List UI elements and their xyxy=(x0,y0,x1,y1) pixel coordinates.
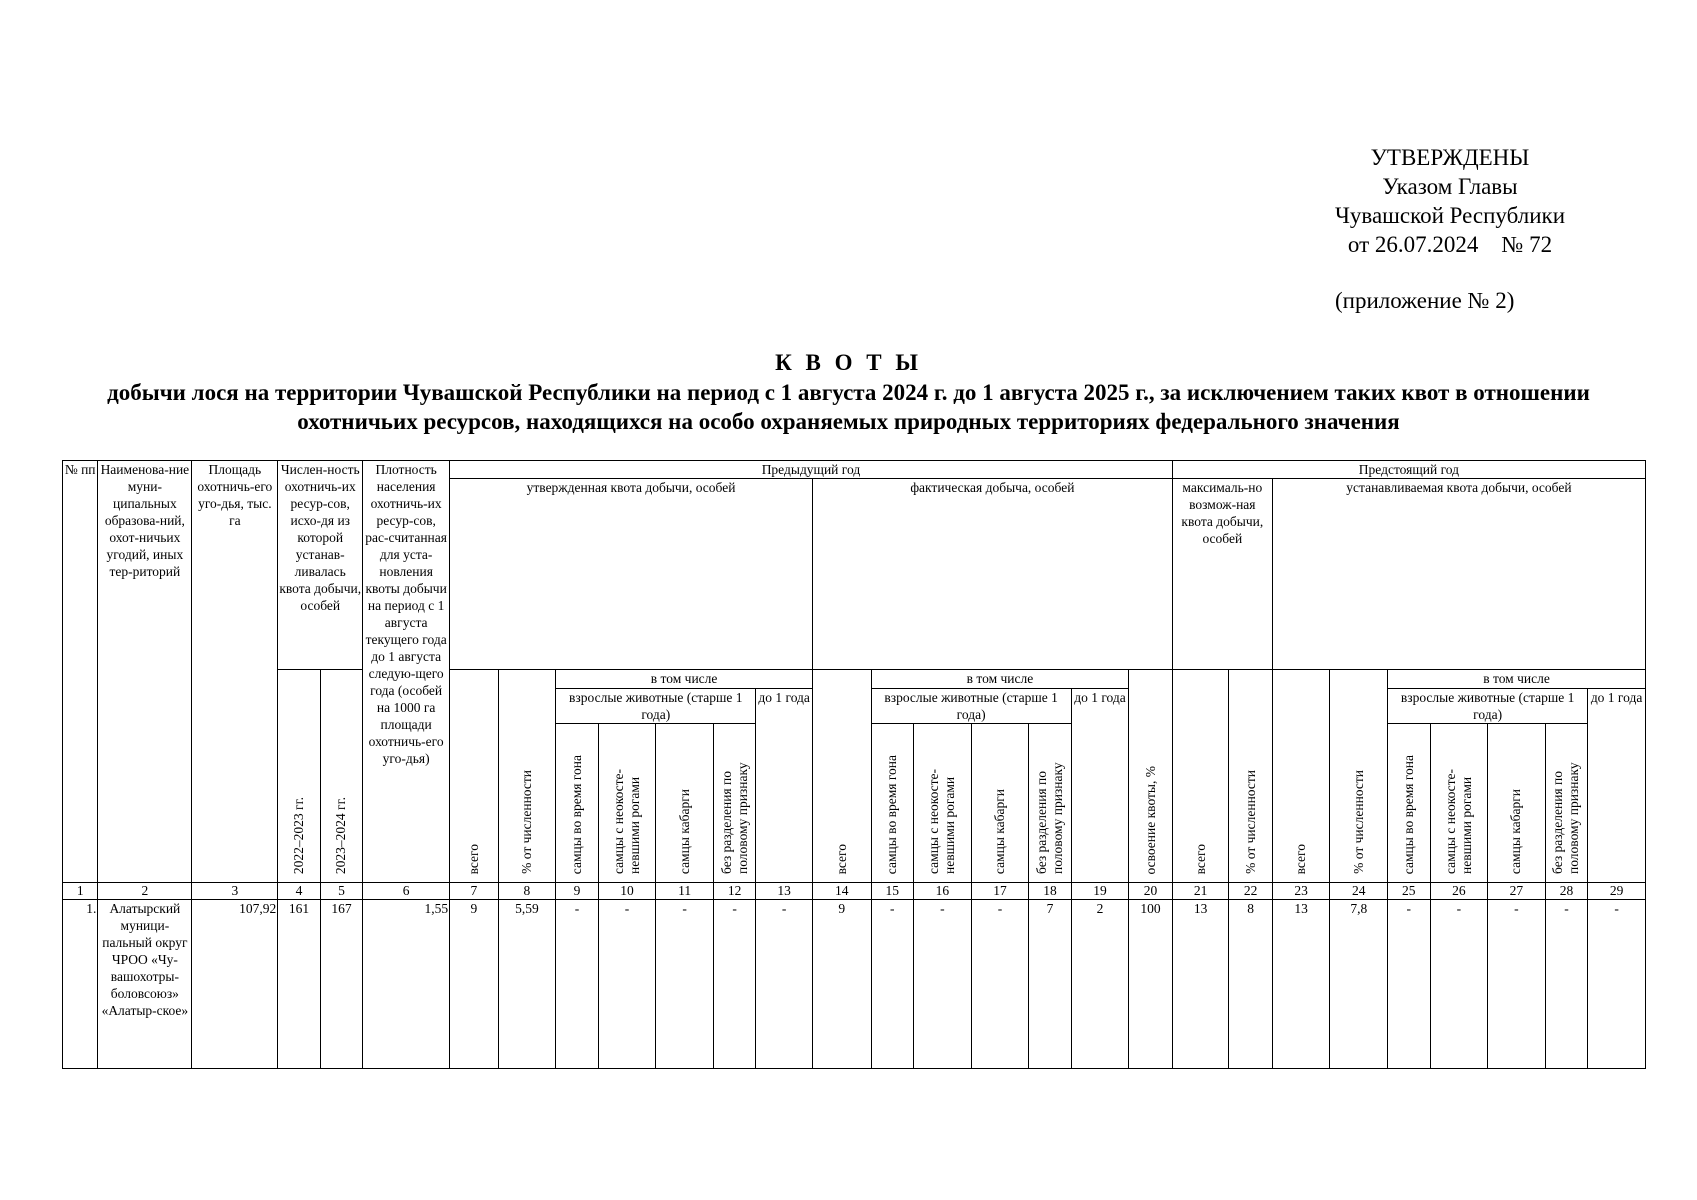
table-cell: 13 xyxy=(1272,900,1330,1069)
header-actual-males-unossified: самцы с неокосте-невшими рогами xyxy=(926,768,958,874)
header-name: Наименова-ние муни-ципальных образова-ний, охот-ничьих угодий, иных тер-риторий xyxy=(98,461,192,883)
table-cell: 9 xyxy=(812,900,871,1069)
column-number-cell: 2 xyxy=(98,883,192,900)
table-cell: - xyxy=(756,900,813,1069)
header-population: Числен-ность охотничь-их ресур-сов, исхо-дя из которой устанав-ливалась квота добычи, особей xyxy=(278,461,363,670)
column-number-cell: 8 xyxy=(498,883,556,900)
header-set-males-rut: самцы во время гона xyxy=(1400,754,1416,874)
header-approved-adults: взрослые животные (старше 1 года) xyxy=(556,689,756,724)
column-number-cell: 19 xyxy=(1071,883,1129,900)
column-number-cell: 7 xyxy=(450,883,499,900)
header-max-pct: % от численности xyxy=(1242,770,1258,874)
header-set-incl: в том числе xyxy=(1388,670,1646,689)
column-number-cell: 26 xyxy=(1430,883,1488,900)
header-max-total: всего xyxy=(1192,843,1208,874)
header-quota-use: освоение квоты, % xyxy=(1142,765,1158,874)
column-number-cell: 14 xyxy=(812,883,871,900)
column-number-cell: 5 xyxy=(320,883,362,900)
column-number-cell: 15 xyxy=(871,883,913,900)
table-cell: - xyxy=(1588,900,1646,1069)
header-actual-total: всего xyxy=(833,843,849,874)
header-approved-males-rut: самцы во время гона xyxy=(568,754,584,874)
table-row xyxy=(63,900,1646,1069)
territory-name-cell: Алатырский муници-пальный округ ЧРОО «Чу-вашохотры-боловсоюз» «Алатыр-ское» xyxy=(98,900,192,1069)
header-set-pct: % от численности xyxy=(1350,770,1366,874)
header-set-males-unossified: самцы с неокосте-невшими рогами xyxy=(1442,768,1474,874)
table-cell: 5,59 xyxy=(498,900,556,1069)
table-cell: 1,55 xyxy=(363,900,450,1069)
column-number-cell: 1 xyxy=(63,883,98,900)
header-year-2023-2024: 2023–2024 гг. xyxy=(333,796,349,874)
column-number-cell: 4 xyxy=(278,883,320,900)
approval-line-decree: Указом Главы xyxy=(1382,174,1518,199)
column-number-cell: 27 xyxy=(1488,883,1546,900)
header-approved-quota: утвержденная квота добычи, особей xyxy=(450,479,813,670)
approval-block xyxy=(1300,143,1600,259)
appendix-label: (приложение № 2) xyxy=(1335,288,1515,313)
header-set-under1: до 1 года xyxy=(1588,689,1646,883)
table-cell: - xyxy=(1388,900,1430,1069)
table-cell: 161 xyxy=(278,900,320,1069)
header-next-year: Предстоящий год xyxy=(1172,461,1645,479)
header-actual-under1: до 1 года xyxy=(1071,689,1129,883)
column-number-cell: 10 xyxy=(598,883,656,900)
table-cell: 8 xyxy=(1229,900,1272,1069)
quota-table xyxy=(62,460,1646,1069)
table-cell: 107,92 xyxy=(192,900,278,1069)
table-cell: - xyxy=(871,900,913,1069)
column-numbers-row xyxy=(63,883,1646,900)
column-number-cell: 11 xyxy=(656,883,714,900)
column-number-cell: 12 xyxy=(713,883,755,900)
header-max-possible-quota: максималь-но возмож-ная квота добычи, особей xyxy=(1172,479,1272,670)
column-number-cell: 29 xyxy=(1588,883,1646,900)
header-actual-males-rut: самцы во время гона xyxy=(884,754,900,874)
header-approved-males-musk: самцы кабарги xyxy=(676,788,692,874)
header-set-adults: взрослые животные (старше 1 года) xyxy=(1388,689,1588,724)
header-density: Плотность населения охотничь-их ресур-сов, рас-считанная для уста-новления квоты добычи на период с 1 августа текущего года до 1 августа следую-щего года (особей на 1000 га площади охотничь-его уго-дья) xyxy=(363,461,450,883)
header-set-males-musk: самцы кабарги xyxy=(1508,788,1524,874)
header-prev-year: Предыдущий год xyxy=(450,461,1173,479)
header-approved-males-unossified: самцы с неокосте-невшими рогами xyxy=(610,768,642,874)
table-cell: - xyxy=(1430,900,1488,1069)
table-cell: 100 xyxy=(1129,900,1172,1069)
approval-line-date-number: от 26.07.2024 № 72 xyxy=(1347,232,1553,257)
document-title: К В О Т Ы xyxy=(775,350,922,375)
table-cell: 7,8 xyxy=(1330,900,1388,1069)
header-actual-males-musk: самцы кабарги xyxy=(991,788,1007,874)
column-number-cell: 28 xyxy=(1545,883,1587,900)
header-no: № пп xyxy=(63,461,98,883)
table-cell: - xyxy=(656,900,714,1069)
column-number-cell: 18 xyxy=(1029,883,1071,900)
approval-line-approved: УТВЕРЖДЕНЫ xyxy=(1370,145,1530,170)
header-actual-harvest: фактическая добыча, особей xyxy=(812,479,1172,670)
table-cell: - xyxy=(556,900,598,1069)
header-approved-under1: до 1 года xyxy=(756,689,813,883)
header-set-total: всего xyxy=(1293,843,1309,874)
header-actual-incl: в том числе xyxy=(871,670,1129,689)
table-cell: 7 xyxy=(1029,900,1071,1069)
header-approved-pct: % от численности xyxy=(518,770,534,874)
column-number-cell: 16 xyxy=(914,883,972,900)
table-cell: 13 xyxy=(1172,900,1229,1069)
approval-line-republic: Чувашской Республики xyxy=(1334,203,1566,228)
column-number-cell: 24 xyxy=(1330,883,1388,900)
document-subtitle: добычи лося на территории Чувашской Республики на период с 1 августа 2024 г. до 1 августа 2025 г., за исключением таких квот в отношении охотничьих ресурсов, находящихся на особо охраняемых природных территориях федерального значения xyxy=(107,380,1590,434)
column-number-cell: 23 xyxy=(1272,883,1330,900)
table-cell: 9 xyxy=(450,900,499,1069)
table-cell: 167 xyxy=(320,900,362,1069)
column-number-cell: 17 xyxy=(971,883,1029,900)
table-cell: - xyxy=(914,900,972,1069)
header-year-2022-2023: 2022–2023 гг. xyxy=(291,796,306,874)
table-cell: - xyxy=(1488,900,1546,1069)
column-number-cell: 9 xyxy=(556,883,598,900)
column-number-cell: 13 xyxy=(756,883,813,900)
column-number-cell: 3 xyxy=(192,883,278,900)
column-number-cell: 6 xyxy=(363,883,450,900)
table-cell: - xyxy=(713,900,755,1069)
header-actual-adults: взрослые животные (старше 1 года) xyxy=(871,689,1071,724)
table-cell: - xyxy=(598,900,656,1069)
header-set-no-sex: без разделения по половому признаку xyxy=(1550,762,1582,874)
column-number-cell: 25 xyxy=(1388,883,1430,900)
header-set-quota: устанавливаемая квота добычи, особей xyxy=(1272,479,1645,670)
header-area: Площадь охотничь-его уго-дья, тыс. га xyxy=(192,461,278,883)
header-actual-no-sex: без разделения по половому признаку xyxy=(1033,762,1065,874)
column-number-cell: 20 xyxy=(1129,883,1172,900)
header-approved-no-sex: без разделения по половому признаку xyxy=(718,762,750,874)
table-cell: 2 xyxy=(1071,900,1129,1069)
table-cell: - xyxy=(1545,900,1587,1069)
column-number-cell: 22 xyxy=(1229,883,1272,900)
header-approved-incl: в том числе xyxy=(556,670,813,689)
table-cell: - xyxy=(971,900,1029,1069)
column-number-cell: 21 xyxy=(1172,883,1229,900)
table-cell: 1. xyxy=(63,900,98,1069)
header-approved-total: всего xyxy=(465,843,481,874)
